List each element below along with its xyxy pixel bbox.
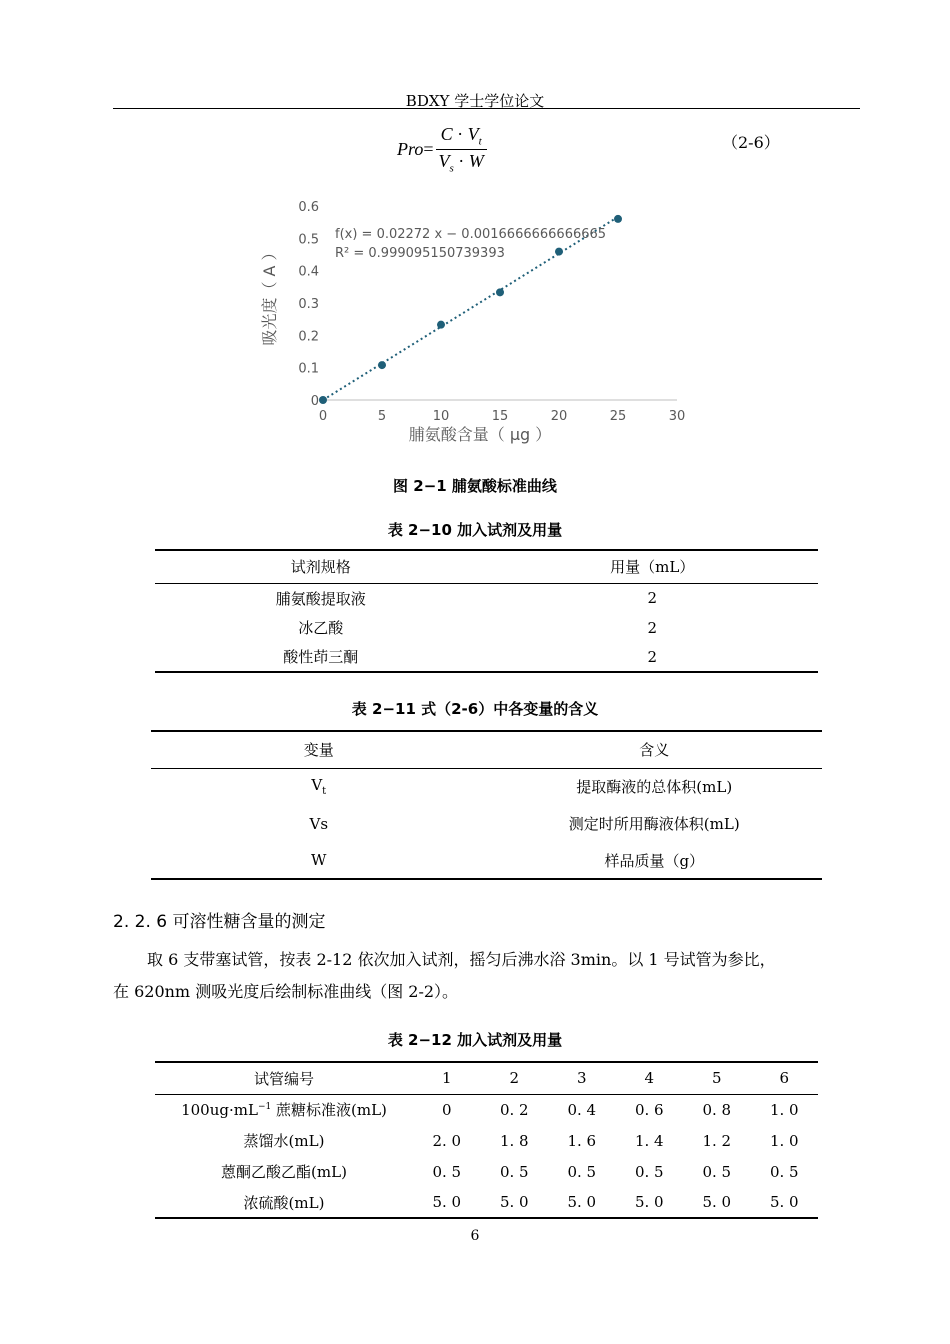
x-tick-label: 30 bbox=[668, 409, 686, 424]
table-2-10-header-row bbox=[155, 550, 818, 583]
table-cell: 2 bbox=[647, 647, 658, 666]
table-row bbox=[155, 1125, 818, 1156]
table-header-cell: 6 bbox=[779, 1069, 790, 1088]
table-cell: 1. 6 bbox=[567, 1131, 597, 1150]
variable-subscript: t bbox=[322, 786, 327, 798]
table-header-cell: 变量 bbox=[303, 741, 334, 760]
x-tick-label: 20 bbox=[550, 409, 568, 424]
table-cell: 1. 8 bbox=[499, 1131, 529, 1150]
table-header-cell: 用量（mL） bbox=[610, 558, 695, 577]
table-cell: 2 bbox=[647, 589, 658, 608]
equation-number: （2-6） bbox=[722, 133, 780, 152]
table-cell: 1. 0 bbox=[769, 1131, 799, 1150]
table-cell: 0. 5 bbox=[499, 1162, 529, 1181]
variable-symbol: V bbox=[311, 776, 323, 795]
table-cell: 测定时所用酶液体积(mL) bbox=[568, 815, 740, 833]
data-point bbox=[614, 215, 622, 223]
x-tick-label: 25 bbox=[609, 409, 627, 424]
table-cell: 1. 2 bbox=[702, 1131, 732, 1150]
table-row bbox=[155, 1156, 818, 1187]
table-cell: 脯氨酸提取液 bbox=[275, 589, 366, 608]
table-row bbox=[155, 613, 818, 642]
equation-lhs: Pro bbox=[397, 138, 424, 159]
table-cell: 1. 0 bbox=[769, 1100, 799, 1119]
row-label-rest: 蔗糖标准液(mL) bbox=[271, 1101, 387, 1120]
table-row bbox=[155, 583, 818, 613]
r-squared-annotation: R² = 0.999095150739393 bbox=[335, 246, 505, 261]
table-cell: 0. 6 bbox=[634, 1100, 664, 1119]
y-tick-label: 0.6 bbox=[298, 200, 319, 215]
table-cell: 0. 5 bbox=[432, 1162, 462, 1181]
y-tick-label: 0.1 bbox=[298, 361, 319, 377]
y-tick-label: 0.2 bbox=[298, 329, 319, 345]
table-row bbox=[151, 768, 822, 805]
table-cell: 5. 0 bbox=[702, 1193, 732, 1211]
table-cell: 蒽酮乙酸乙酯(mL) bbox=[221, 1163, 347, 1181]
paragraph-line-1: 取 6 支带塞试管，按表 2-12 依次加入试剂，摇匀后沸水浴 3min。以 1 号试管为参比， bbox=[147, 950, 776, 969]
x-tick-label: 15 bbox=[491, 409, 509, 424]
y-tick-label: 0.5 bbox=[298, 232, 319, 248]
table-cell bbox=[155, 1094, 413, 1125]
table-cell: 5. 0 bbox=[499, 1193, 529, 1211]
y-tick-label: 0.3 bbox=[298, 297, 319, 312]
table-header-cell: 2 bbox=[509, 1069, 520, 1088]
table-2-12 bbox=[155, 1061, 818, 1219]
equation-2-6: Pro= $C \cdot V_t$ $V_s \cdot W$ bbox=[396, 124, 487, 174]
table-header-cell: 1 bbox=[441, 1069, 452, 1088]
table-2-10 bbox=[155, 549, 818, 673]
table-cell: 5. 0 bbox=[634, 1193, 664, 1211]
data-point bbox=[319, 396, 327, 404]
table-cell: 0. 8 bbox=[702, 1100, 732, 1119]
proline-standard-curve-chart bbox=[255, 190, 695, 450]
data-point bbox=[555, 248, 563, 256]
x-tick-label: 10 bbox=[432, 409, 450, 424]
x-tick-label: 5 bbox=[377, 409, 387, 424]
table-header-cell: 试剂规格 bbox=[290, 558, 351, 577]
table-cell: 0 bbox=[441, 1100, 452, 1119]
trend-equation-annotation: f(x) = 0.02272 x − 0.0016666666666665 bbox=[335, 227, 607, 242]
row-label: 100ug·mL bbox=[181, 1101, 258, 1120]
table-cell: 0. 4 bbox=[567, 1100, 597, 1119]
figure-2-1-caption: 图 2−1 脯氨酸标准曲线 bbox=[393, 477, 557, 495]
equation-num-c: C bbox=[440, 124, 453, 144]
table-cell: 5. 0 bbox=[432, 1193, 462, 1211]
table-cell: 5. 0 bbox=[567, 1193, 597, 1211]
table-row bbox=[155, 642, 818, 672]
data-point bbox=[437, 321, 445, 329]
header-rule bbox=[113, 108, 860, 109]
table-2-11-caption: 表 2−11 式（2-6）中各变量的含义 bbox=[351, 700, 599, 718]
page-number: 6 bbox=[470, 1228, 480, 1244]
y-tick-label: 0 bbox=[310, 394, 319, 409]
table-header-cell: 试管编号 bbox=[253, 1069, 314, 1088]
x-tick-label: 0 bbox=[318, 409, 328, 424]
data-point bbox=[496, 288, 504, 296]
table-row bbox=[151, 805, 822, 842]
table-cell: 冰乙酸 bbox=[298, 619, 344, 637]
table-cell: 0. 5 bbox=[769, 1162, 799, 1181]
running-header: BDXY 学士学位论文 bbox=[405, 92, 545, 110]
equation-den-v: V bbox=[438, 150, 450, 171]
table-cell: 蒸馏水(mL) bbox=[243, 1132, 325, 1150]
table-cell: 样品质量（g） bbox=[604, 851, 705, 870]
table-2-11 bbox=[151, 730, 822, 880]
data-point bbox=[378, 361, 386, 369]
table-row bbox=[151, 842, 822, 879]
row-label-superscript: −1 bbox=[257, 1102, 272, 1113]
equation-den-w: W bbox=[468, 150, 484, 171]
table-2-12-header-row bbox=[155, 1062, 818, 1094]
table-cell bbox=[151, 768, 487, 805]
table-row bbox=[155, 1187, 818, 1218]
table-2-12-caption: 表 2−12 加入试剂及用量 bbox=[387, 1031, 563, 1049]
table-cell: 酸性茚三酮 bbox=[283, 648, 359, 666]
table-cell: 5. 0 bbox=[769, 1193, 799, 1211]
table-cell: 浓硫酸(mL) bbox=[243, 1193, 325, 1212]
y-axis-label: 吸光度（ A ） bbox=[260, 244, 279, 346]
table-cell: Vs bbox=[309, 814, 329, 833]
table-cell: 0. 5 bbox=[567, 1162, 597, 1181]
table-2-11-header-row bbox=[151, 731, 822, 768]
table-row bbox=[155, 1094, 818, 1125]
trendline bbox=[323, 217, 618, 400]
table-cell: W bbox=[311, 851, 327, 869]
table-header-cell: 3 bbox=[576, 1069, 587, 1088]
table-cell: 2 bbox=[647, 618, 658, 637]
table-2-10-caption: 表 2−10 加入试剂及用量 bbox=[387, 521, 563, 539]
table-cell: 0. 2 bbox=[499, 1100, 529, 1119]
section-heading: 2. 2. 6 可溶性糖含量的测定 bbox=[113, 912, 326, 932]
table-header-cell: 5 bbox=[711, 1069, 722, 1088]
y-tick-label: 0.4 bbox=[298, 264, 319, 280]
table-cell: 2. 0 bbox=[432, 1131, 462, 1150]
paragraph-line-2: 在 620nm 测吸光度后绘制标准曲线（图 2-2）。 bbox=[113, 982, 459, 1001]
table-cell: 0. 5 bbox=[634, 1162, 664, 1181]
equation-den-sub: s bbox=[449, 162, 454, 175]
equation-num-sub: t bbox=[478, 135, 482, 148]
x-axis-label: 脯氨酸含量（ μg ） bbox=[408, 425, 552, 444]
table-cell: 0. 5 bbox=[702, 1162, 732, 1181]
equation-num-v: V bbox=[467, 124, 479, 144]
table-cell: 1. 4 bbox=[634, 1131, 664, 1150]
table-cell: 提取酶液的总体积(mL) bbox=[576, 778, 733, 797]
table-header-cell: 含义 bbox=[639, 741, 670, 760]
table-header-cell: 4 bbox=[644, 1069, 655, 1088]
